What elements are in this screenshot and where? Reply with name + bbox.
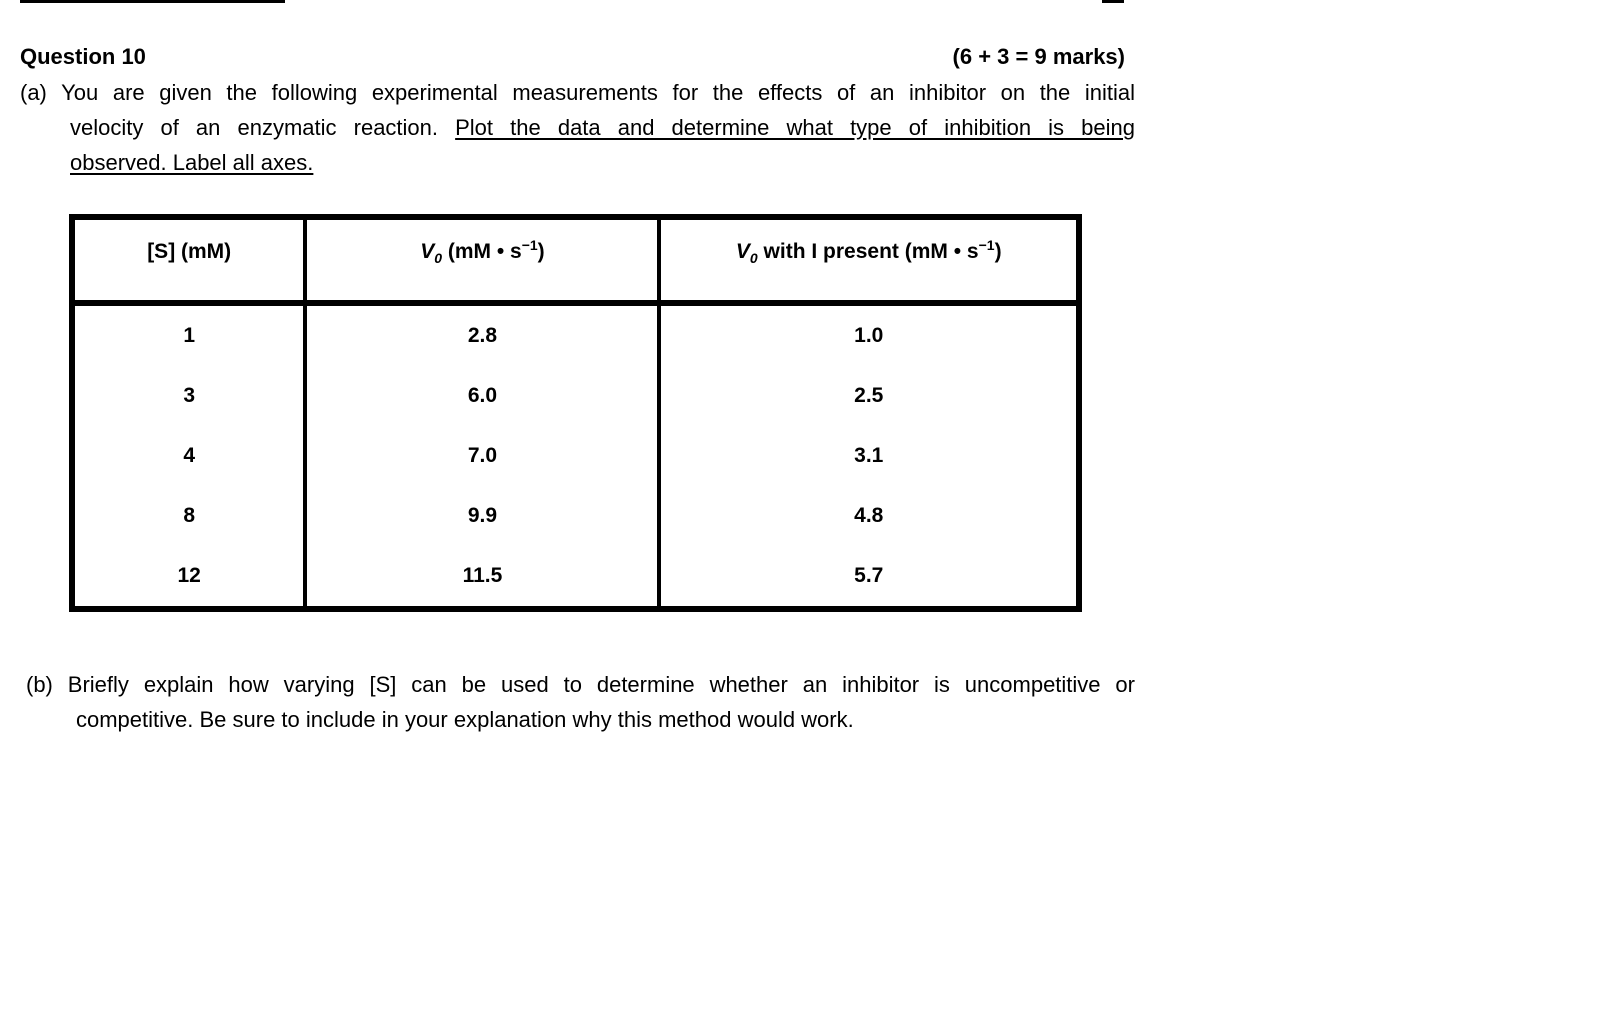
header-vi-sub: 0 — [749, 250, 758, 267]
cell-substrate: 3 — [72, 366, 305, 426]
table-row — [72, 366, 1079, 426]
part-a-line-2 — [20, 110, 1135, 145]
header-substrate-text: [S] (mM) — [147, 240, 232, 263]
header-vi-sup: −1 — [978, 237, 995, 253]
table-row — [72, 303, 1079, 366]
cell-v0: 6.0 — [305, 366, 659, 426]
question-header — [20, 42, 1125, 72]
part-a-line-2-underlined: Plot the data and determine what type of inhibition is being — [455, 115, 1135, 140]
part-a-paragraph — [20, 75, 1135, 180]
part-b-line-1 — [26, 667, 1135, 702]
table-row — [72, 546, 1079, 609]
header-substrate — [72, 217, 305, 303]
part-b-line-2: competitive. Be sure to include in your explanation why this method would work. — [76, 707, 854, 732]
header-vi-rest: with I present (mM • s — [757, 240, 979, 263]
header-v0-rest: (mM • s — [442, 240, 522, 263]
part-a-line-1 — [20, 75, 1135, 110]
top-page-mark — [1102, 0, 1124, 3]
data-table — [69, 214, 1082, 612]
question-title: Question 10 — [20, 44, 146, 69]
table-row — [72, 426, 1079, 486]
cell-substrate: 4 — [72, 426, 305, 486]
header-vi — [659, 217, 1079, 303]
table-header-row — [72, 217, 1079, 303]
part-a-line-2-plain: velocity of an enzymatic reaction. — [70, 115, 439, 140]
cell-v0: 7.0 — [305, 426, 659, 486]
header-vi-symbol: V — [735, 240, 750, 263]
cell-vi: 4.8 — [659, 486, 1079, 546]
part-a-line-1-text: You are given the following experimental measurements for the effects of an inhibitor on the initial — [61, 80, 1136, 105]
part-a-line-3 — [20, 145, 1135, 180]
cell-vi: 5.7 — [659, 546, 1079, 609]
table-row — [72, 486, 1079, 546]
part-a-line-3-underlined: observed. Label all axes. — [70, 150, 314, 175]
header-v0-sub: 0 — [434, 250, 442, 267]
cell-v0: 11.5 — [305, 546, 659, 609]
header-v0-sup: −1 — [521, 237, 538, 253]
header-v0 — [305, 217, 659, 303]
cell-vi: 2.5 — [659, 366, 1079, 426]
cell-substrate: 8 — [72, 486, 305, 546]
part-b-label: (b) — [26, 672, 53, 697]
cell-v0: 2.8 — [305, 303, 659, 366]
cell-vi: 3.1 — [659, 426, 1079, 486]
part-a-label: (a) — [20, 80, 47, 105]
cell-vi: 1.0 — [659, 303, 1079, 366]
header-v0-symbol: V — [420, 240, 435, 263]
part-b-line-1-text: Briefly explain how varying [S] can be used to determine whether an inhibitor is uncompetitive or — [67, 672, 1135, 697]
question-marks: (6 + 3 = 9 marks) — [952, 44, 1125, 69]
top-header-rule — [20, 0, 285, 3]
cell-substrate: 12 — [72, 546, 305, 609]
cell-v0: 9.9 — [305, 486, 659, 546]
cell-substrate: 1 — [72, 303, 305, 366]
header-v0-close: ) — [537, 240, 545, 263]
part-b-paragraph — [26, 667, 1135, 737]
header-vi-close: ) — [994, 240, 1002, 263]
